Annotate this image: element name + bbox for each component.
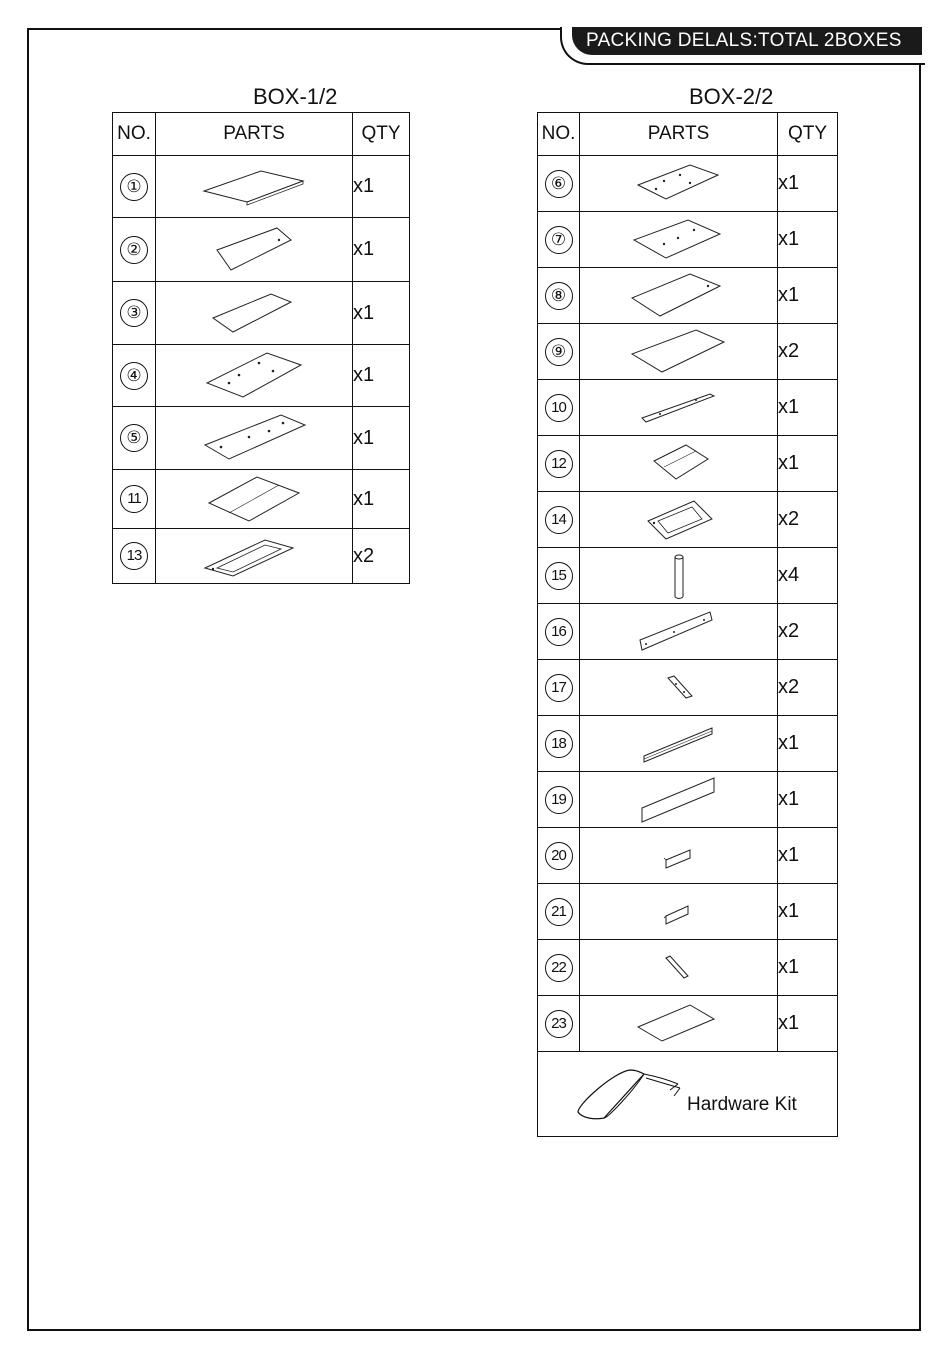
- part-number: ⑧: [545, 282, 573, 310]
- block-part-icon: [624, 894, 734, 930]
- leg-part-icon: [624, 551, 734, 601]
- part-qty: x1: [778, 996, 838, 1052]
- frame-part-icon: [199, 532, 309, 580]
- part-qty: x1: [778, 772, 838, 828]
- table-row: [538, 212, 838, 268]
- table-row: [113, 529, 410, 584]
- no-header: NO.: [538, 113, 580, 156]
- table-row: [538, 772, 838, 828]
- no-header: NO.: [113, 113, 156, 156]
- part-number: ②: [120, 236, 148, 264]
- box2-header-row: [538, 113, 838, 156]
- part-qty: x1: [353, 156, 410, 218]
- table-row: [113, 218, 410, 282]
- hardware-bag-icon: [574, 1066, 686, 1126]
- part-number: 17: [545, 674, 573, 702]
- dowel-part-icon: [624, 950, 734, 986]
- box1-table: [112, 112, 410, 584]
- part-number: 11: [120, 485, 148, 513]
- table-row: [538, 604, 838, 660]
- table-row: [538, 324, 838, 380]
- part-number: 21: [545, 898, 573, 926]
- table-row: [538, 156, 838, 212]
- part-qty: x1: [778, 268, 838, 324]
- table-row: [113, 282, 410, 345]
- part-number: 22: [545, 954, 573, 982]
- panel-part-icon: [624, 328, 734, 376]
- part-number: ⑨: [545, 338, 573, 366]
- table-row: [113, 470, 410, 529]
- table-row: [538, 940, 838, 996]
- table-row: [113, 407, 410, 470]
- part-number: 15: [545, 562, 573, 590]
- part-number: 13: [120, 542, 148, 570]
- hardware-row: [538, 1052, 838, 1137]
- panel-part-icon: [624, 441, 734, 487]
- part-number: ⑦: [545, 226, 573, 254]
- part-number: ⑤: [120, 424, 148, 452]
- part-qty: x1: [778, 380, 838, 436]
- part-qty: x1: [778, 828, 838, 884]
- parts-header: PARTS: [580, 113, 778, 156]
- box2-table: [537, 112, 838, 1137]
- panel-part-icon: [624, 216, 734, 264]
- part-qty: x1: [353, 218, 410, 282]
- part-qty: x1: [778, 212, 838, 268]
- box2-title: BOX-2/2: [689, 84, 774, 109]
- part-qty: x1: [778, 156, 838, 212]
- block-part-icon: [624, 838, 734, 874]
- box1-title: BOX-1/2: [253, 84, 338, 109]
- panel-part-icon: [624, 161, 734, 207]
- part-qty: x1: [353, 345, 410, 407]
- panel-part-icon: [199, 167, 309, 207]
- board-part-icon: [624, 774, 734, 826]
- box1-header-row: [113, 113, 410, 156]
- part-qty: x1: [353, 470, 410, 529]
- part-number: ④: [120, 362, 148, 390]
- table-row: [113, 345, 410, 407]
- table-row: [538, 548, 838, 604]
- part-number: ③: [120, 299, 148, 327]
- table-row: [538, 996, 838, 1052]
- hardware-kit-label: Hardware Kit: [687, 1094, 797, 1115]
- table-row: [538, 436, 838, 492]
- part-number: 10: [545, 394, 573, 422]
- packing-header: PACKING DELALS:TOTAL 2BOXES: [586, 30, 902, 51]
- panel-part-icon: [199, 349, 309, 403]
- parts-header: PARTS: [156, 113, 353, 156]
- part-number: 20: [545, 842, 573, 870]
- part-number: 18: [545, 730, 573, 758]
- table-row: [538, 268, 838, 324]
- table-row: [538, 660, 838, 716]
- part-number: ①: [120, 173, 148, 201]
- part-qty: x1: [778, 884, 838, 940]
- part-number: 14: [545, 506, 573, 534]
- part-number: ⑥: [545, 170, 573, 198]
- part-qty: x2: [778, 604, 838, 660]
- rail-part-icon: [624, 608, 734, 656]
- bracket-part-icon: [624, 668, 734, 708]
- panel-part-icon: [199, 288, 309, 338]
- part-qty: x1: [778, 436, 838, 492]
- part-qty: x2: [778, 324, 838, 380]
- part-qty: x1: [353, 407, 410, 470]
- part-qty: x2: [778, 660, 838, 716]
- table-row: [538, 884, 838, 940]
- panel-part-icon: [199, 411, 309, 465]
- frame-part-icon: [624, 497, 734, 543]
- table-row: [538, 380, 838, 436]
- part-number: 23: [545, 1010, 573, 1038]
- panel-part-icon: [199, 224, 309, 276]
- table-row: [538, 492, 838, 548]
- part-qty: x1: [353, 282, 410, 345]
- rail-part-icon: [624, 388, 734, 428]
- part-qty: x1: [778, 940, 838, 996]
- table-row: [538, 828, 838, 884]
- panel-part-icon: [624, 272, 734, 320]
- part-number: 12: [545, 450, 573, 478]
- part-qty: x4: [778, 548, 838, 604]
- rail-part-icon: [624, 720, 734, 768]
- qty-header: QTY: [353, 113, 410, 156]
- part-qty: x2: [353, 529, 410, 584]
- panel-part-icon: [624, 1001, 734, 1047]
- panel-part-icon: [199, 473, 309, 525]
- part-qty: x1: [778, 716, 838, 772]
- qty-header: QTY: [778, 113, 838, 156]
- part-number: 16: [545, 618, 573, 646]
- table-row: [538, 716, 838, 772]
- table-row: [113, 156, 410, 218]
- part-number: 19: [545, 786, 573, 814]
- part-qty: x2: [778, 492, 838, 548]
